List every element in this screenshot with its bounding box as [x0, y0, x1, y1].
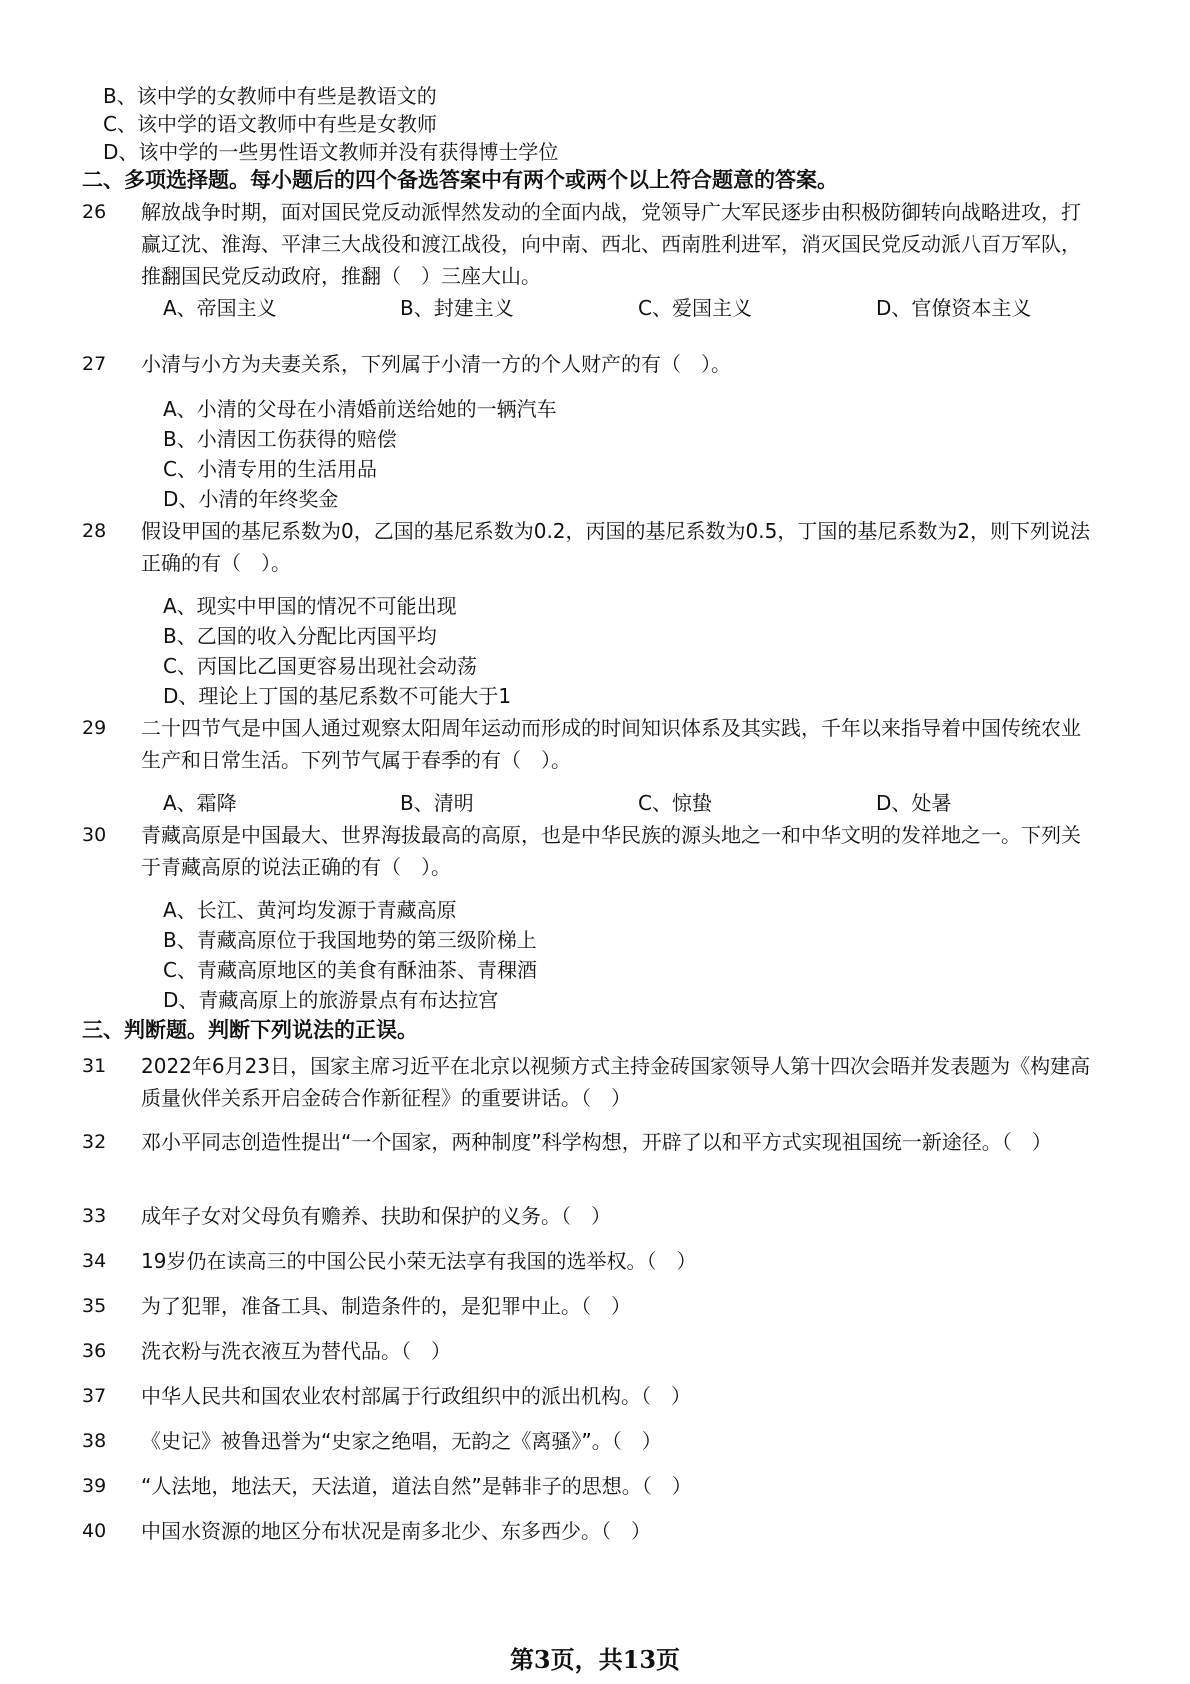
question-number: 31: [82, 1055, 107, 1077]
option-text: A、小清的父母在小清婚前送给她的一辆汽车: [163, 397, 557, 421]
option-text: D、处暑: [876, 791, 952, 815]
option-text: C、青藏高原地区的美食有酥油茶、青稞酒: [163, 958, 537, 982]
option-text: A、帝国主义: [163, 296, 277, 320]
option-text: C、该中学的语文教师中有些是女教师: [103, 112, 437, 136]
option-text: C、爱国主义: [638, 296, 752, 320]
option-text: D、该中学的一些男性语文教师并没有获得博士学位: [103, 140, 559, 164]
question-text: 为了犯罪，准备工具、制造条件的，是犯罪中止。（ ）: [141, 1294, 631, 1318]
option-text: B、清明: [400, 791, 474, 815]
question-number: 32: [82, 1131, 107, 1153]
question-text: 19岁仍在读高三的中国公民小荣无法享有我国的选举权。（ ）: [141, 1249, 697, 1273]
question-number: 27: [82, 353, 107, 375]
option-text: D、理论上丁国的基尼系数不可能大于1: [163, 684, 512, 708]
question-number: 35: [82, 1295, 107, 1317]
option-text: B、封建主义: [400, 296, 514, 320]
question-text: 中华人民共和国农业农村部属于行政组织中的派出机构。（ ）: [141, 1384, 691, 1408]
question-text: “人法地，地法天，天法道，道法自然”是韩非子的思想。（ ）: [141, 1474, 692, 1498]
question-text: 解放战争时期，面对国民党反动派悍然发动的全面内战，党领导广大军民逐步由积极防御转向战略进攻，打赢辽沈、淮海、平津三大战役和渡江战役，向中南、西北、西南胜利进军，消灭国民党反动派八百万军队，推翻国民党反动政府，推翻（ ）三座大山。: [141, 200, 1081, 288]
question-number: 29: [82, 717, 107, 739]
question-number: 36: [82, 1340, 107, 1362]
question-text: 2022年6月23日，国家主席习近平在北京以视频方式主持金砖国家领导人第十四次会晤并发表题为《构建高质量伙伴关系开启金砖合作新征程》的重要讲话。（ ）: [141, 1054, 1091, 1110]
option-text: D、小清的年终奖金: [163, 487, 339, 511]
option-text: A、长江、黄河均发源于青藏高原: [163, 898, 457, 922]
question-number: 40: [82, 1520, 107, 1542]
option-text: A、霜降: [163, 791, 237, 815]
question-text: 《史记》被鲁迅誉为“史家之绝唱，无韵之《离骚》”。（ ）: [141, 1429, 662, 1453]
option-text: C、惊蛰: [638, 791, 712, 815]
question-number: 39: [82, 1475, 107, 1497]
question-text: 青藏高原是中国最大、世界海拔最高的高原，也是中华民族的源头地之一和中华文明的发祥地之一。下列关于青藏高原的说法正确的有（ ）。: [141, 823, 1081, 879]
option-text: D、官僚资本主义: [876, 296, 1032, 320]
option-text: B、青藏高原位于我国地势的第三级阶梯上: [163, 928, 537, 952]
question-text: 中国水资源的地区分布状况是南多北少、东多西少。（ ）: [141, 1519, 651, 1543]
section-title: 二、多项选择题。每小题后的四个备选答案中有两个或两个以上符合题意的答案。: [82, 168, 838, 192]
option-text: A、现实中甲国的情况不可能出现: [163, 594, 457, 618]
option-text: B、小清因工伤获得的赔偿: [163, 427, 397, 451]
question-text: 邓小平同志创造性提出“一个国家，两种制度”科学构想，开辟了以和平方式实现祖国统一新途径。（ ）: [141, 1130, 1052, 1154]
option-text: C、小清专用的生活用品: [163, 457, 377, 481]
question-number: 28: [82, 520, 107, 542]
option-text: B、乙国的收入分配比丙国平均: [163, 624, 437, 648]
option-text: C、丙国比乙国更容易出现社会动荡: [163, 654, 477, 678]
question-text: 二十四节气是中国人通过观察太阳周年运动而形成的时间知识体系及其实践，千年以来指导着中国传统农业生产和日常生活。下列节气属于春季的有（ ）。: [141, 716, 1081, 772]
question-text: 洗衣粉与洗衣液互为替代品。（ ）: [141, 1339, 451, 1363]
option-text: B、该中学的女教师中有些是教语文的: [103, 84, 437, 108]
question-text: 假设甲国的基尼系数为0，乙国的基尼系数为0.2，丙国的基尼系数为0.5，丁国的基尼系数为2，则下列说法正确的有（ ）。: [141, 519, 1091, 575]
question-number: 37: [82, 1385, 107, 1407]
question-number: 34: [82, 1250, 107, 1272]
question-text: 小清与小方为夫妻关系，下列属于小清一方的个人财产的有（ ）。: [141, 352, 731, 376]
page-footer: 第3页，共13页: [509, 1645, 681, 1674]
section-title: 三、判断题。判断下列说法的正误。: [82, 1018, 418, 1042]
question-number: 30: [82, 824, 107, 846]
question-number: 38: [82, 1430, 107, 1452]
option-text: D、青藏高原上的旅游景点有布达拉宫: [163, 988, 499, 1012]
question-number: 26: [82, 201, 107, 223]
question-number: 33: [82, 1205, 107, 1227]
question-text: 成年子女对父母负有赡养、扶助和保护的义务。（ ）: [141, 1204, 611, 1228]
